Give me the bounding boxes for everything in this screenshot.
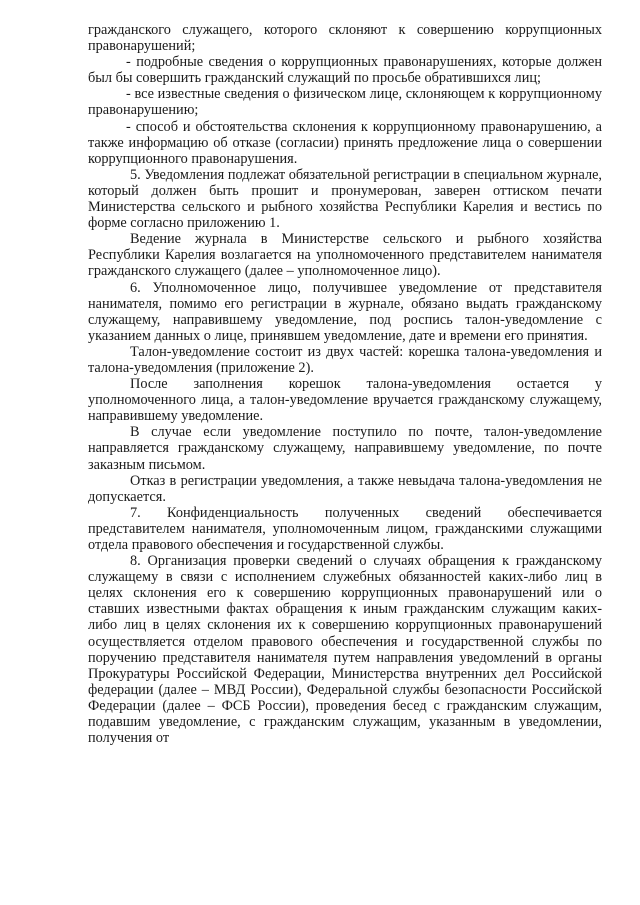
paragraph-journal: Ведение журнала в Министерстве сельского и рыбного хозяйства Республики Карелия возлагается на уполномоченного представителем нанимателя гражданского служащего (далее – уполномоченное лицо). (88, 231, 602, 280)
paragraph-7: 7. Конфиденциальность полученных сведений обеспечивается представителем нанимателя, уполномоченным лицом, гражданскими служащими отдела правового обеспечения и государственной службы. (88, 504, 602, 553)
paragraph-6: 6. Уполномоченное лицо, получившее уведомление от представителя нанимателя, помимо его регистрации в журнале, обязано выдать гражданскому служащему, направившему уведомление, под роспись талон-уведомление с указанием данных о лице, принявшем уведомление, дате и времени его принятия. (88, 279, 602, 344)
paragraph-by-mail: В случае если уведомление поступило по почте, талон-уведомление направляется гражданскому служащему, направившему уведомление, по почте заказным письмом. (88, 424, 602, 473)
list-item-method: - способ и обстоятельства склонения к коррупционному правонарушению, а также информацию об отказе (согласии) принять предложение лица о совершении коррупционного правонарушения. (88, 118, 602, 167)
list-item-details: - подробные сведения о коррупционных правонарушениях, которые должен был бы совершить гражданский служащий по просьбе обратившихся лиц; (88, 54, 602, 87)
paragraph-8: 8. Организация проверки сведений о случаях обращения к гражданскому служащему в связи с исполнением служебных обязанностей каких-либо лиц в целях склонения его к совершению коррупционных правонарушений или о ставших известными фактах обращения к иным гражданским служащим каких-либо лиц в целях склонения их к совершению коррупционных правонарушений осуществляется отделом правового обеспечения и государственной службы по поручению представителя нанимателя путем направления уведомлений в органы Прокуратуры Российской Федерации, Министерства внутренних дел Российской федерации (далее – МВД России), Федеральной службы безопасности Российской Федерации (далее – ФСБ России), проведения бесед с гражданским служащим, подавшим уведомление, с гражданским служащим, указанным в уведомлении, получения от (88, 553, 602, 747)
paragraph-continuation: гражданского служащего, которого склоняют к совершению коррупционных правонарушений; (88, 22, 602, 55)
document-page (88, 22, 602, 746)
list-item-person: - все известные сведения о физическом лице, склоняющем к коррупционному правонарушению; (88, 86, 602, 119)
paragraph-refusal: Отказ в регистрации уведомления, а также невыдача талона-уведомления не допускается. (88, 472, 602, 505)
paragraph-talon-parts: Талон-уведомление состоит из двух частей: корешка талона-уведомления и талона-уведомления (приложение 2). (88, 343, 602, 376)
paragraph-after-filling: После заполнения корешок талона-уведомления остается у уполномоченного лица, а талон-уведомление вручается гражданскому служащему, направившему уведомление. (88, 376, 602, 425)
paragraph-5: 5. Уведомления подлежат обязательной регистрации в специальном журнале, который должен быть прошит и пронумерован, заверен оттиском печати Министерства сельского и рыбного хозяйства Республики Карелия и вестись по форме согласно приложению 1. (88, 166, 602, 232)
